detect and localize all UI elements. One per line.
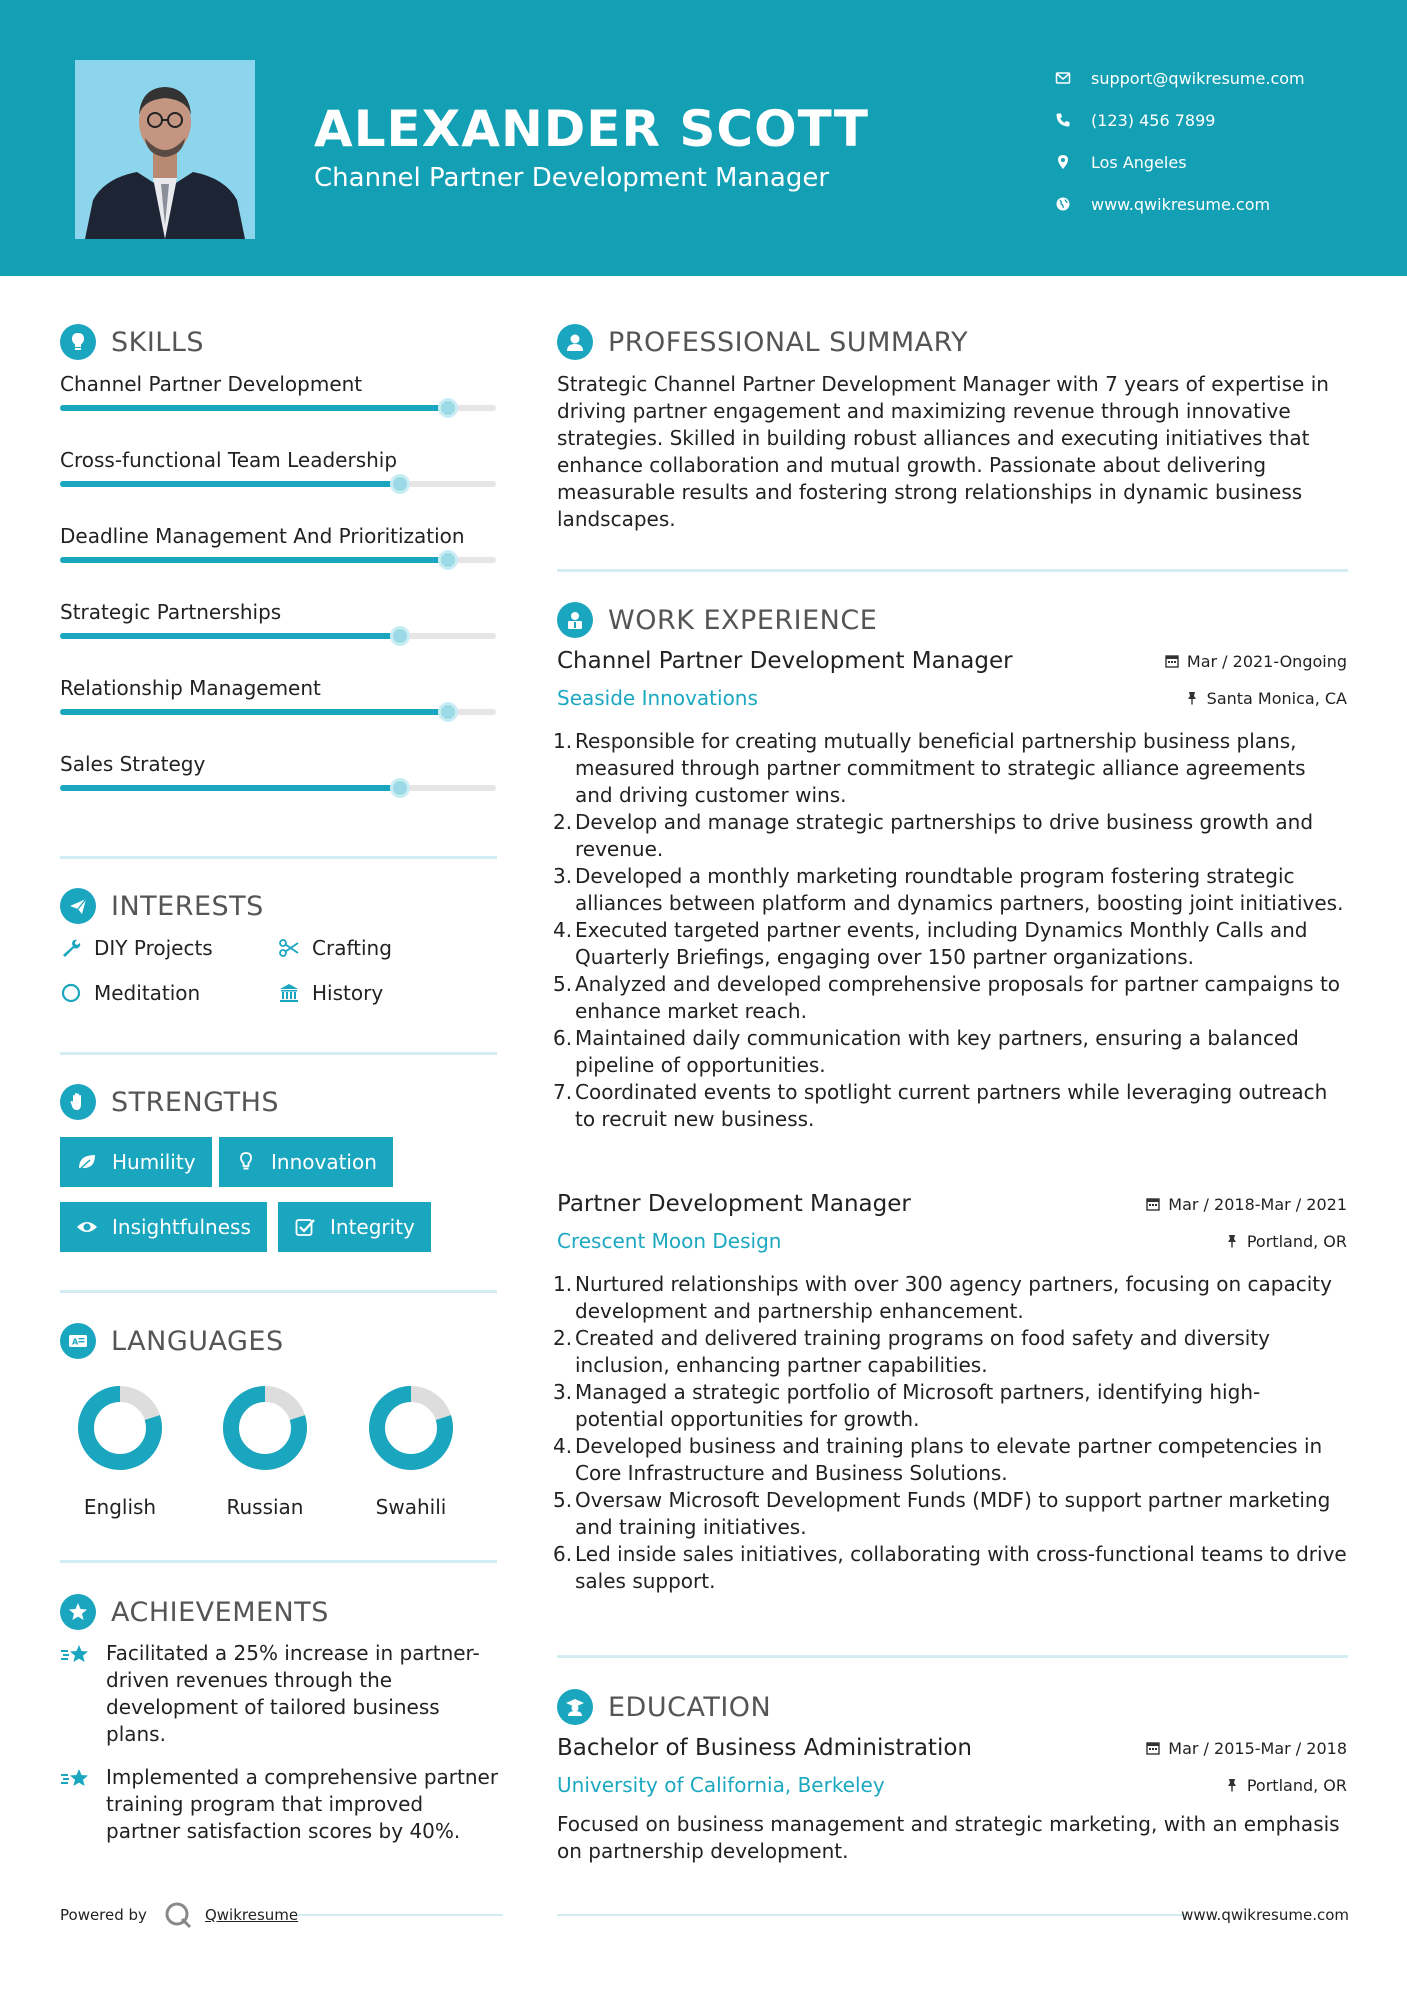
map-pin-icon — [1055, 154, 1071, 170]
achievement-item — [60, 1640, 500, 1748]
skill-label: Relationship Management — [60, 676, 321, 700]
footer-line — [298, 1914, 503, 1916]
job-bullet: 5. Analyzed and developed comprehensive proposals for partner campaigns to enhance market reach. — [553, 972, 1341, 1023]
skill-bar — [60, 785, 496, 791]
skill-label: Strategic Partnerships — [60, 600, 282, 624]
calendar-icon — [1146, 1197, 1160, 1211]
trophy-star-icon — [60, 1766, 92, 1794]
job-company: Seaside Innovations — [557, 686, 758, 710]
job-bullet: 1. Responsible for creating mutually beneficial partnership business plans, measured through partner commitment to strategic alliance agreements and driving customer wins. — [553, 729, 1306, 807]
skill-label: Sales Strategy — [60, 752, 206, 776]
achievement-text: Facilitated a 25% increase in partner-driven revenues through the development of tailored business plans. — [106, 1641, 480, 1746]
job-dates — [1165, 652, 1347, 671]
job-bullet: 3. Developed a monthly marketing roundtable program fostering strategic alliances between platform and dynamics partners, boosting joint initiatives. — [553, 864, 1344, 915]
job-bullet: 1. Nurtured relationships with over 300 agency partners, focusing on capacity development and partnership enhancement. — [553, 1272, 1332, 1323]
language-donut — [366, 1383, 456, 1473]
achievement-text: Implemented a comprehensive partner training program that improved partner satisfaction scores by 40%. — [106, 1765, 499, 1843]
phone-icon — [1055, 112, 1071, 128]
interest-label: DIY Projects — [94, 936, 213, 960]
language-label: Russian — [226, 1495, 304, 1519]
skill-label: Cross-functional Team Leadership — [60, 448, 398, 472]
email-text: support@qwikresume.com — [1091, 68, 1305, 88]
experience-heading — [557, 602, 877, 638]
education-school: University of California, Berkeley — [557, 1773, 885, 1797]
job-entry — [553, 1191, 1347, 1595]
bank-icon — [278, 982, 300, 1004]
profile-photo — [75, 60, 255, 239]
calendar-icon — [1146, 1741, 1160, 1755]
contact-location — [1055, 141, 1385, 183]
education-title: EDUCATION — [608, 1691, 772, 1723]
job-bullet: 7. Coordinated events to spotlight current partners while leveraging outreach to recruit new business. — [553, 1080, 1328, 1131]
check-square-icon — [294, 1216, 316, 1238]
section-divider — [60, 1560, 497, 1563]
footer-powered-by — [60, 1900, 503, 1930]
qwikresume-logo-icon — [163, 1900, 193, 1930]
skill-item — [60, 448, 496, 472]
strengths-title: STRENGTHS — [111, 1086, 280, 1118]
skill-bar — [60, 633, 496, 639]
eye-icon — [76, 1216, 98, 1238]
job-location-text: Portland, OR — [1246, 1231, 1347, 1251]
language-donut — [75, 1383, 165, 1473]
svg-text:A: A — [72, 1337, 79, 1347]
job-company: Crescent Moon Design — [557, 1229, 782, 1253]
candidate-name: ALEXANDER SCOTT — [314, 100, 869, 158]
job-bullets — [553, 728, 1347, 1133]
candidate-title: Channel Partner Development Manager — [314, 163, 830, 193]
strength-label: Innovation — [271, 1150, 377, 1174]
job-bullet: 6. Maintained daily communication with key partners, ensuring a balanced pipeline of opportunities. — [553, 1026, 1299, 1077]
skill-bar — [60, 481, 496, 487]
section-divider — [60, 1052, 497, 1055]
job-location — [1225, 1232, 1347, 1251]
skill-label: Channel Partner Development — [60, 372, 363, 396]
powered-by-brand[interactable]: Qwikresume — [204, 1906, 299, 1924]
education-degree: Bachelor of Business Administration — [557, 1735, 972, 1761]
hand-icon — [60, 1084, 96, 1120]
trophy-star-icon — [60, 1642, 92, 1670]
achievements-heading — [60, 1594, 329, 1630]
education-location — [1225, 1776, 1347, 1795]
experience-title: WORK EXPERIENCE — [608, 604, 878, 636]
job-role: Channel Partner Development Manager — [557, 648, 1013, 674]
lightbulb-icon — [60, 324, 96, 360]
job-bullet: 5. Oversaw Microsoft Development Funds (MDF) to support partner marketing and training initiatives. — [553, 1488, 1331, 1539]
job-dates-text: Mar / 2021-Ongoing — [1186, 651, 1347, 671]
section-divider — [557, 569, 1348, 572]
skill-label: Deadline Management And Prioritization — [60, 524, 465, 548]
achievements-title: ACHIEVEMENTS — [111, 1596, 329, 1628]
strength-label: Integrity — [330, 1215, 415, 1239]
language-label: Swahili — [375, 1495, 447, 1519]
education-dates — [1146, 1739, 1347, 1758]
paper-plane-icon — [60, 888, 96, 924]
job-role: Partner Development Manager — [557, 1191, 911, 1217]
skills-heading — [60, 324, 204, 360]
job-location — [1185, 689, 1347, 708]
strength-tag — [60, 1137, 212, 1187]
contact-website[interactable] — [1055, 183, 1385, 225]
achievement-item — [60, 1764, 500, 1845]
strength-label: Insightfulness — [112, 1215, 251, 1239]
skill-bar — [60, 709, 496, 715]
strength-tag — [278, 1202, 431, 1252]
skill-item — [60, 676, 496, 700]
section-divider — [60, 1290, 497, 1293]
pushpin-icon — [1185, 691, 1199, 705]
skills-title: SKILLS — [111, 326, 205, 358]
interest-item — [278, 981, 383, 1005]
languages-title: LANGUAGES — [111, 1325, 284, 1357]
language-item — [205, 1383, 325, 1519]
interests-heading — [60, 888, 264, 924]
interest-label: History — [312, 981, 384, 1005]
summary-title: PROFESSIONAL SUMMARY — [608, 326, 969, 358]
website-text: www.qwikresume.com — [1091, 194, 1271, 214]
interest-item — [60, 936, 213, 960]
phone-text: (123) 456 7899 — [1091, 110, 1216, 130]
language-donut — [220, 1383, 310, 1473]
contact-phone[interactable] — [1055, 99, 1385, 141]
language-item — [60, 1383, 180, 1519]
job-bullet: 3. Managed a strategic portfolio of Microsoft partners, identifying high-potential opportunities for growth. — [553, 1380, 1261, 1431]
job-bullet: 4. Developed business and training plans to elevate partner competencies in Core Infrastructure and Business Solutions. — [553, 1434, 1323, 1485]
footer-website[interactable]: www.qwikresume.com — [1181, 1906, 1349, 1924]
footer-line — [557, 1914, 1187, 1916]
scissors-icon — [278, 937, 300, 959]
section-divider — [557, 1655, 1348, 1658]
interest-label: Crafting — [312, 936, 392, 960]
skill-bar — [60, 557, 496, 563]
interest-item — [278, 936, 392, 960]
lightbulb-icon — [235, 1151, 257, 1173]
job-bullets — [553, 1271, 1347, 1595]
section-divider — [60, 856, 497, 859]
strength-label: Humility — [112, 1150, 196, 1174]
header-banner — [0, 0, 1407, 276]
envelope-icon — [1055, 70, 1071, 86]
job-bullet: 2. Created and delivered training programs on food safety and diversity inclusion, enhancing partner capabilities. — [553, 1326, 1271, 1377]
education-text: Focused on business management and strategic marketing, with an emphasis on partnership development. — [557, 1812, 1340, 1863]
job-bullet: 4. Executed targeted partner events, including Dynamics Monthly Calls and Quarterly Briefings, engaging over 150 partner organizations. — [553, 918, 1308, 969]
skill-item — [60, 372, 496, 396]
interests-title: INTERESTS — [111, 890, 264, 922]
education-location-text: Portland, OR — [1246, 1775, 1347, 1795]
calendar-icon — [1165, 654, 1179, 668]
education-dates-text: Mar / 2015-Mar / 2018 — [1168, 1738, 1347, 1758]
skill-item — [60, 600, 496, 624]
pushpin-icon — [1225, 1234, 1239, 1248]
circle-icon — [60, 982, 82, 1004]
interest-item — [60, 981, 200, 1005]
contact-list — [1055, 57, 1385, 225]
interest-label: Meditation — [94, 981, 201, 1005]
job-location-text: Santa Monica, CA — [1206, 688, 1347, 708]
job-entry — [553, 648, 1347, 1133]
summary-text: Strategic Channel Partner Development Manager with 7 years of expertise in driving partner engagement and maximizing revenue through innovative strategies. Skilled in building robust alliances and executing initiatives that enhance collaboration and mutual growth. Passionate about delivering measurable results and fostering strong relationships in dynamic business landscapes. — [557, 372, 1329, 531]
skill-item — [60, 524, 496, 548]
location-text: Los Angeles — [1091, 152, 1187, 172]
languages-heading — [60, 1323, 284, 1359]
summary-heading — [557, 324, 968, 360]
globe-icon — [1055, 196, 1071, 212]
language-item — [351, 1383, 471, 1519]
strengths-heading — [60, 1084, 279, 1120]
wrench-icon — [60, 937, 82, 959]
powered-by-label: Powered by — [60, 1906, 147, 1924]
job-bullet: 2. Develop and manage strategic partnerships to drive business growth and revenue. — [553, 810, 1314, 861]
skill-item — [60, 752, 496, 776]
strength-tag — [219, 1137, 393, 1187]
education-entry — [557, 1735, 1347, 1865]
job-dates — [1146, 1195, 1347, 1214]
briefcase-user-icon — [557, 602, 593, 638]
language-icon — [60, 1323, 96, 1359]
education-heading — [557, 1689, 771, 1725]
skill-bar — [60, 405, 496, 411]
star-badge-icon — [60, 1594, 96, 1630]
leaf-icon — [76, 1151, 98, 1173]
contact-email[interactable] — [1055, 57, 1385, 99]
pushpin-icon — [1225, 1778, 1239, 1792]
language-label: English — [83, 1495, 157, 1519]
strength-tag — [60, 1202, 267, 1252]
job-dates-text: Mar / 2018-Mar / 2021 — [1168, 1194, 1347, 1214]
graduate-icon — [557, 1689, 593, 1725]
user-icon — [557, 324, 593, 360]
job-bullet: 6. Led inside sales initiatives, collaborating with cross-functional teams to drive sales support. — [553, 1542, 1347, 1593]
